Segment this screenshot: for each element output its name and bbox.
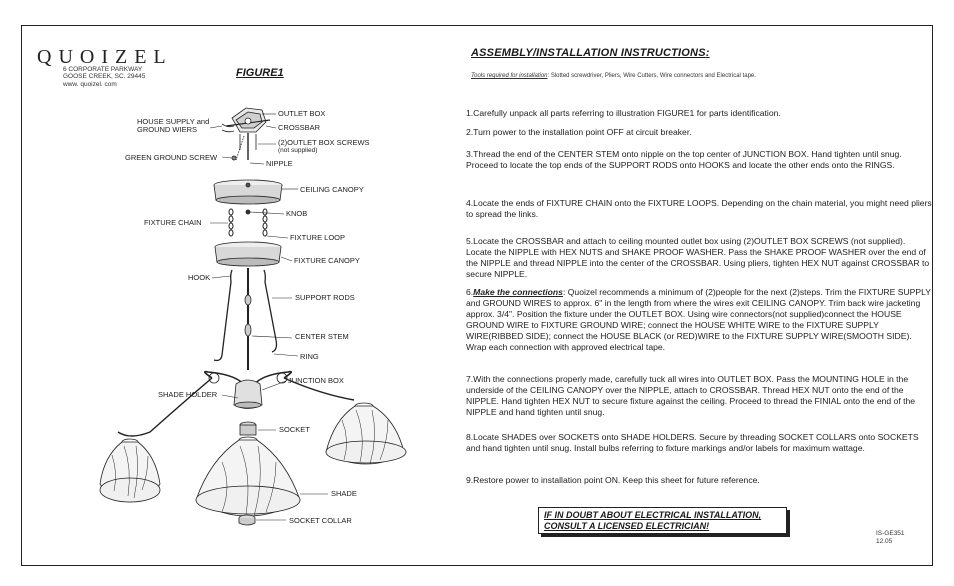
step-1: 1.Carefully unpack all parts referring to illustration FIGURE1 for parts identification. — [466, 108, 781, 118]
step-8: 8.Locate SHADES over SOCKETS onto SHADE HOLDERS. Secure by threading SOCKET COLLARS onto SOCKETS and hand tighten until snug. Install bulbs referring to fixture markings and/or labels for maximum wattage. — [466, 432, 919, 454]
step-6: 6.Make the connections: Quoizel recommends a minimum of (2)people for the next (2)steps. Trim the FIXTURE SUPPLY and GROUND WIRES to approx. 6" in the length from where the wires exit CEILING CANOPY. Trim back wire jacketing approx. 3/4". Position the fixture under the OUTLET BOX. Using wire connectors(not supplied)connect the HOUSE GROUND WIRE to FIXTURE GROUND WIRE; connect the HOUSE WHITE WIRE to the FIXTURE SUPPLY WIRE(RIBBED SIDE); connect the HOUSE BLACK (or RED)WIRE to the FIXTURE SUPPLY WIRE(SMOOTH SIDE). Wrap each connection with approved electrical tape. — [466, 287, 931, 353]
step-5: 5.Locate the CROSSBAR and attach to ceiling mounted outlet box using (2)OUTLET BOX SCREWS (not supplied). Locate the NIPPLE with HEX NUTS and SHAKE PROOF WASHER. Pass the SHAKE PROOF WASHER over the end of the NIPPLE and thread NIPPLE into the center of the CROSSBAR. Using pliers, tighten HEX NUT against CROSSBAR to secure NIPPLE. — [466, 236, 930, 280]
document-code — [876, 530, 905, 546]
step-7: 7.With the connections properly made, carefully tuck all wires into OUTLET BOX. Pass the MOUNTING HOLE in the underside of the CEILING CANOPY over the NIPPLE, attach to CROSSBAR. Thread HEX NUT onto the end of the NIPPLE. Hand tighten HEX NUT to secure fixture against the ceiling. Proceed to thread the FINIAL onto the end of the NIPPLE and hand tighten until snug. — [466, 374, 916, 418]
label-socket: SOCKET — [279, 425, 310, 434]
step-2: 2.Turn power to the installation point OFF at circuit breaker. — [466, 127, 692, 137]
fixture-canopy-drawing — [215, 242, 281, 266]
label-house-supply-1: HOUSE SUPPLY and — [137, 117, 210, 126]
label-not-supplied: (not supplied) — [278, 147, 318, 154]
label-junction-box: JUNCTION BOX — [288, 376, 344, 385]
label-shade-holder: SHADE HOLDER — [158, 390, 218, 399]
warning-line-1: IF IN DOUBT ABOUT ELECTRICAL INSTALLATION, — [544, 510, 762, 520]
step-9: 9.Restore power to installation point ON. Keep this sheet for future reference. — [466, 475, 760, 485]
electrician-warning-box — [538, 507, 787, 534]
doc-code-date: 12.05 — [876, 538, 893, 545]
shade-center-drawing — [196, 437, 300, 516]
label-shade: SHADE — [331, 489, 357, 498]
label-crossbar: CROSSBAR — [278, 123, 321, 132]
website: www. quoizel. com — [63, 81, 117, 88]
label-knob: KNOB — [286, 209, 308, 218]
doc-code-id: IS-GE351 — [876, 530, 905, 537]
step-3: 3.Thread the end of the CENTER STEM onto nipple on the top center of JUNCTION BOX. Hand tighten until snug. Proceed to locate the top ends of the SUPPORT RODS onto HOOKS and locate the other ends onto the RINGS. — [466, 149, 902, 171]
label-fixture-canopy: FIXTURE CANOPY — [294, 256, 360, 265]
warning-line-2: CONSULT A LICENSED ELECTRICIAN! — [544, 521, 710, 531]
shade-right-drawing — [326, 403, 406, 464]
label-ring: RING — [300, 352, 319, 361]
label-support-rods: SUPPORT RODS — [295, 293, 355, 302]
label-hook: HOOK — [188, 273, 211, 282]
address-line-1: 6 CORPORATE PARKWAY — [63, 66, 143, 73]
label-fixture-chain: FIXTURE CHAIN — [144, 218, 202, 227]
outlet-box-drawing — [226, 108, 270, 132]
instructions-title: ASSEMBLY/INSTALLATION INSTRUCTIONS: — [471, 47, 710, 59]
label-ceiling-canopy: CEILING CANOPY — [300, 185, 364, 194]
tools-required: Tools required for installation: Slotted screwdriver, Pliers, Wire Cutters, Wire connectors and Electrical tape. — [471, 73, 756, 79]
label-green-ground-screw: GREEN GROUND SCREW — [125, 153, 218, 162]
label-center-stem: CENTER STEM — [295, 332, 349, 341]
label-outlet-box: OUTLET BOX — [278, 109, 326, 118]
label-socket-collar: SOCKET COLLAR — [289, 516, 352, 525]
label-house-supply-2: GROUND WIERS — [137, 125, 197, 134]
shade-left-drawing — [100, 439, 160, 502]
step-6-highlight: Make the connections — [473, 287, 563, 297]
quoizel-logo: QUOIZEL — [37, 46, 173, 68]
label-nipple: NIPPLE — [266, 159, 293, 168]
step-4: 4.Locate the ends of FIXTURE CHAIN onto the FIXTURE LOOPS. Depending on the chain material, you might need pliers to spread the links. — [466, 198, 932, 220]
label-outlet-screws: (2)OUTLET BOX SCREWS — [278, 138, 370, 147]
figure-title: FIGURE1 — [236, 67, 284, 79]
ceiling-canopy-drawing — [214, 180, 282, 204]
address-line-2: GOOSE CREEK, SC. 29445 — [63, 73, 146, 80]
label-fixture-loop: FIXTURE LOOP — [290, 233, 346, 242]
